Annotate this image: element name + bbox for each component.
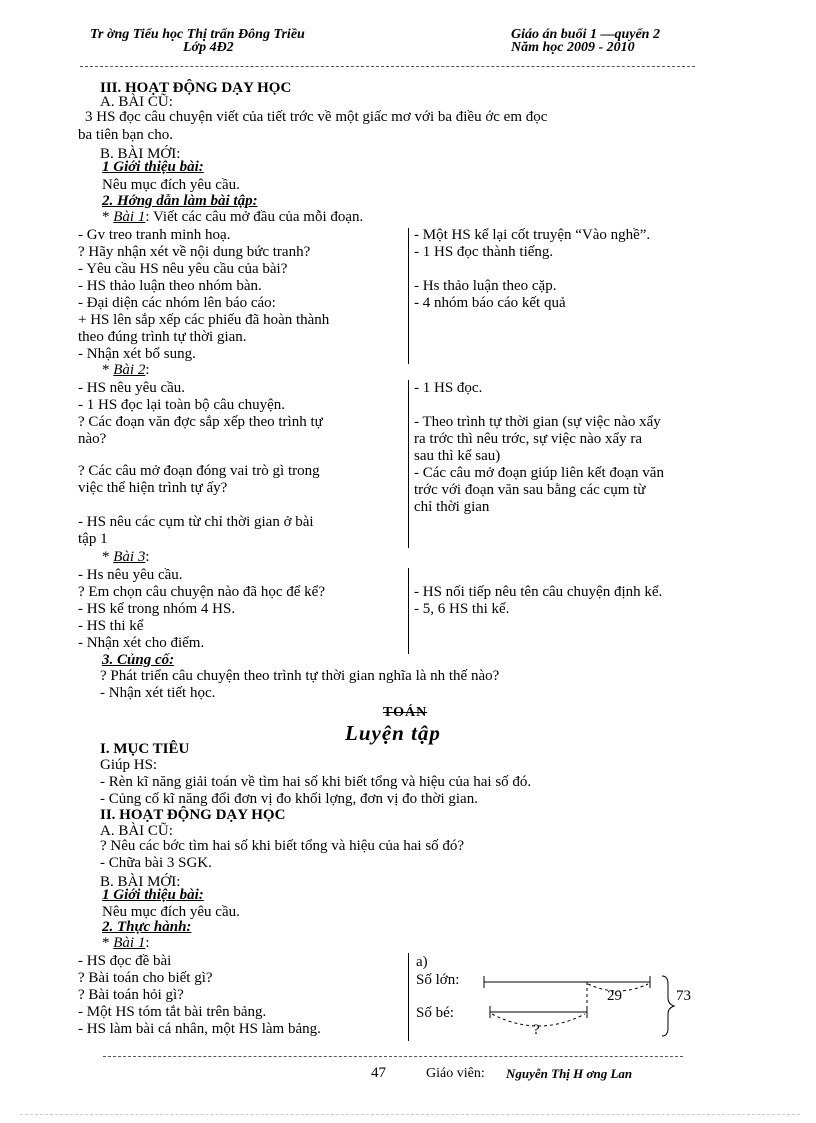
old-lesson-line: ba tiên bạn cho.	[78, 127, 173, 143]
list-item: việc thể hiện trình tự ấy?	[78, 480, 228, 496]
list-item: - Nhận xét cho điểm.	[78, 635, 205, 651]
list-item: - Đại diện các nhóm lên báo cáo:	[78, 295, 276, 311]
intro-text: Nêu mục đích yêu cầu.	[102, 904, 240, 920]
left-col-4	[78, 953, 321, 1038]
column-divider	[408, 380, 409, 548]
exercise-1-heading: * Bài 1: Viết các câu mở đầu của mỗi đoạn.	[102, 209, 364, 225]
list-item: tập 1	[78, 531, 108, 547]
list-item: - 1 HS đọc lại toàn bộ câu chuyện.	[78, 397, 286, 413]
teacher-name: Nguyễn Thị H ơng Lan	[506, 1066, 633, 1081]
list-item: ra trớc thì nêu trớc, sự việc nào xẩy ra	[414, 431, 643, 447]
diagram-part-label: a)	[416, 954, 428, 970]
review-title: 3. Củng cố:	[102, 652, 175, 668]
list-item: - 1 HS đọc thành tiếng.	[414, 244, 554, 260]
list-item: - Các câu mở đoạn giúp liên kết đoạn văn	[414, 465, 664, 481]
header-school: Tr ờng Tiểu học Thị trấn Đông Triều	[90, 27, 305, 42]
list-item: - Nhận xét bổ sung.	[78, 346, 196, 362]
list-item: - HS nêu các cụm từ chỉ thời gian ở bài	[78, 514, 314, 530]
exercise-2-heading: * Bài 2:	[102, 362, 150, 378]
small-number-segment	[490, 1006, 587, 1018]
list-item: - HS thảo luận theo nhóm bàn.	[78, 278, 262, 294]
list-item: - Rèn kĩ năng giải toán về tìm hai số khi biết tổng và hiệu của hai số đó.	[100, 774, 532, 790]
list-item: theo đúng trình tự thời gian.	[78, 329, 247, 345]
left-col-3	[78, 567, 325, 652]
list-item: - HS đọc đề bài	[78, 953, 172, 969]
list-item: - HS thi kể	[78, 618, 144, 634]
list-item: - Hs thảo luận theo cặp.	[414, 278, 557, 294]
list-item: ? Em chọn câu chuyện nào đã học để kể?	[78, 584, 325, 600]
total-brace	[662, 976, 674, 1036]
list-item: chỉ thời gian	[414, 499, 490, 515]
list-item: ? Bài toán cho biết gì?	[78, 970, 213, 986]
diagram-unknown-value: ?	[533, 1022, 540, 1038]
list-item: ? Nêu các bớc tìm hai số khi biết tổng và hiệu của hai số đó?	[100, 838, 465, 854]
page-number: 47	[371, 1065, 386, 1081]
old-lesson-list	[100, 838, 464, 872]
diagram-diff-value: 29	[607, 988, 622, 1004]
list-item: ? Hãy nhận xét về nội dung bức tranh?	[78, 244, 311, 260]
guide-title: 2. Hớng dẫn làm bài tập:	[102, 193, 258, 209]
activities-title: II. HOẠT ĐỘNG DẠY HỌC	[100, 807, 286, 823]
right-col-1	[414, 227, 650, 312]
list-item: + HS lên sắp xếp các phiếu đã hoàn thành	[78, 312, 330, 328]
list-item: ? Bài toán hỏi gì?	[78, 987, 184, 1003]
column-divider	[408, 568, 409, 654]
exercise-3-heading: * Bài 3:	[102, 549, 150, 565]
list-item: nào?	[78, 431, 107, 447]
exercise-1-heading: * Bài 1:	[102, 935, 150, 951]
review-line: ? Phát triển câu chuyện theo trình tự thời gian nghĩa là nh thế nào?	[100, 668, 500, 684]
list-item: - Gv treo tranh minh hoạ.	[78, 227, 231, 243]
column-divider	[408, 953, 409, 1041]
section-heading: III. HOẠT ĐỘNG DẠY HỌC	[100, 80, 292, 96]
list-item: - Củng cố kĩ năng đổi đơn vị đo khối lợng, đơn vị đo thời gian.	[100, 791, 478, 807]
old-lesson-title: A. BÀI CŨ:	[100, 94, 173, 110]
intro-title: 1 Giới thiệu bài:	[102, 159, 204, 175]
list-item: - HS nêu yêu cầu.	[78, 380, 186, 396]
big-number-segment	[484, 976, 650, 988]
list-item: - Một HS tóm tắt bài trên bảng.	[78, 1004, 267, 1020]
teacher-label: Giáo viên:	[426, 1066, 485, 1081]
list-item: - HS nối tiếp nêu tên câu chuyện định kể.	[414, 584, 663, 600]
header-divider	[80, 66, 695, 67]
list-item: - Theo trình tự thời gian (sự việc nào xẩy	[414, 414, 661, 430]
objectives-title: I. MỤC TIÊU	[100, 741, 190, 757]
header-year: Năm học 2009 - 2010	[511, 40, 635, 55]
list-item: ? Các câu mở đoạn đóng vai trò gì trong	[78, 463, 320, 479]
diagram-small-label: Số bé:	[416, 1005, 454, 1021]
column-divider	[408, 228, 409, 364]
list-item: - 1 HS đọc.	[414, 380, 483, 396]
footer-divider	[103, 1056, 683, 1057]
old-lesson-title: A. BÀI CŨ:	[100, 823, 173, 839]
list-item: - 5, 6 HS thi kể.	[414, 601, 510, 617]
list-item: - HS làm bài cá nhân, một HS làm bảng.	[78, 1021, 321, 1037]
right-col-2	[414, 380, 664, 516]
list-item: - HS kể trong nhóm 4 HS.	[78, 601, 236, 617]
left-col-1	[78, 227, 329, 363]
new-lesson-title: B. BÀI MỚI:	[100, 874, 181, 890]
page-edge-divider	[20, 1114, 800, 1115]
list-item: sau thì kể sau)	[414, 448, 501, 464]
list-item: trớc với đoạn văn sau bằng các cụm từ	[414, 482, 646, 498]
diagram-big-label: Số lớn:	[416, 972, 460, 988]
left-col-2	[78, 380, 323, 548]
subject-title: TOÁN	[383, 705, 428, 720]
list-item: - Chữa bài 3 SGK.	[100, 855, 212, 871]
lesson-title: Luyện tập	[345, 721, 441, 745]
new-lesson-title: B. BÀI MỚI:	[100, 146, 181, 162]
old-lesson-line: 3 HS đọc câu chuyện viết của tiết trớc về một giấc mơ với ba điều ớc em đọc	[85, 109, 548, 125]
practice-title: 2. Thực hành:	[102, 919, 192, 935]
intro-text: Nêu mục đích yêu cầu.	[102, 177, 240, 193]
list-item: ? Các đoạn văn đợc sắp xếp theo trình tự	[78, 414, 323, 430]
list-item: - Hs nêu yêu cầu.	[78, 567, 183, 583]
header-plan: Giáo án buổi 1 —quyển 2	[511, 27, 660, 42]
list-item: Giúp HS:	[100, 757, 158, 773]
review-line: - Nhận xét tiết học.	[100, 685, 216, 701]
diagram-total-value: 73	[676, 988, 691, 1004]
intro-title: 1 Giới thiệu bài:	[102, 887, 204, 903]
right-col-3	[414, 584, 662, 618]
objectives-list	[100, 757, 531, 808]
header-class: Lớp 4Đ2	[183, 40, 234, 55]
list-item: - Một HS kể lại cốt truyện “Vào nghề”.	[414, 227, 651, 243]
list-item: - Yêu cầu HS nêu yêu cầu của bài?	[78, 261, 288, 277]
list-item: - 4 nhóm báo cáo kết quả	[414, 295, 566, 311]
segment-diagram	[470, 968, 700, 1043]
